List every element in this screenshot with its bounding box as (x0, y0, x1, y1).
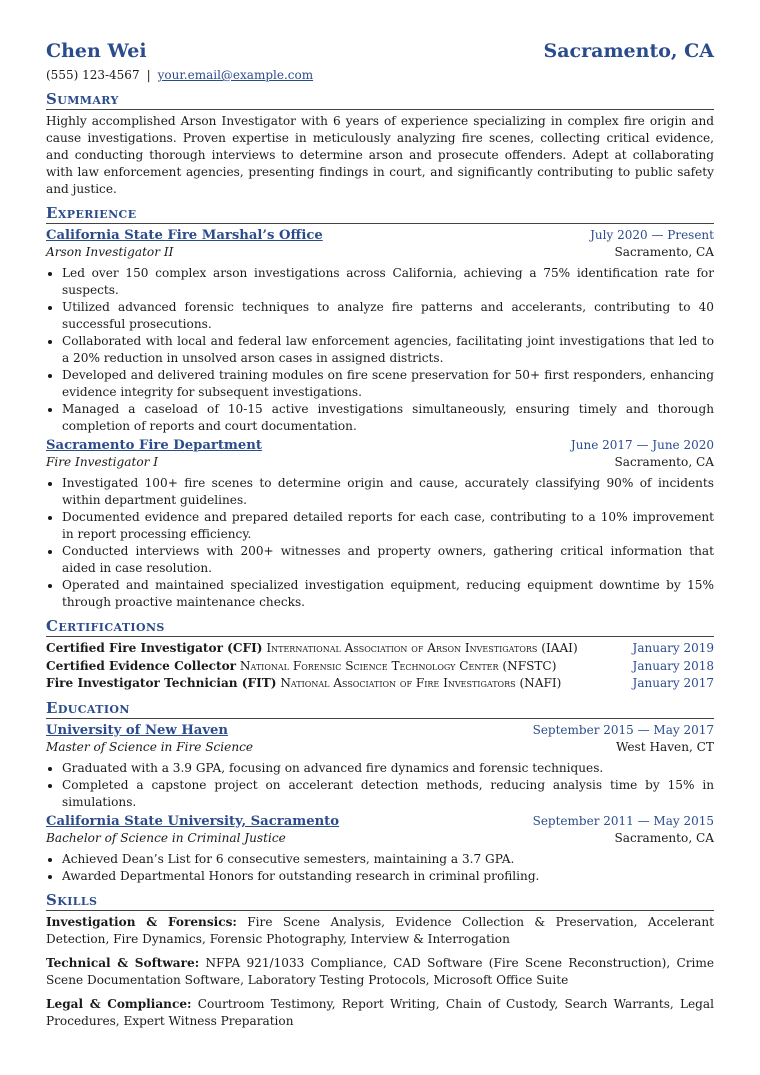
candidate-name: Chen Wei (46, 40, 147, 62)
employer-name[interactable]: Sacramento Fire Department (46, 438, 262, 453)
list-item: • Led over 150 complex arson investigations across California, achieving a 75% identification rate for suspects. (62, 265, 714, 299)
list-item: • Graduated with a 3.9 GPA, focusing on advanced fire dynamics and forensic techniques. (62, 760, 714, 777)
experience-heading: Experience (46, 204, 714, 224)
job-title: Fire Investigator I (46, 455, 159, 469)
skill-category: Legal & Compliance: (46, 996, 192, 1011)
school-location: West Haven, CT (615, 739, 714, 754)
certification-issuer: National Association of Fire Investigators (NAFI) (280, 676, 562, 690)
certification-list (46, 640, 714, 693)
certification-name: Fire Investigator Technician (FIT) (46, 676, 277, 690)
degree-title: Bachelor of Science in Criminal Justice (46, 830, 286, 845)
certification-date: January 2019 (632, 641, 714, 655)
skill-category: Investigation & Forensics: (46, 914, 237, 929)
phone-number: (555) 123-4567 (46, 68, 140, 82)
summary-heading: Summary (46, 90, 714, 110)
certification-item (46, 675, 714, 693)
resume-header (46, 38, 714, 64)
school-location: Sacramento, CA (614, 830, 714, 845)
list-item: • Awarded Departmental Honors for outstanding research in criminal profiling. (62, 868, 714, 885)
summary-text: Highly accomplished Arson Investigator with 6 years of experience specializing in complex fire origin and cause investigations. Proven expertise in meticulously analyzing fire scenes, collecting critical evidence, and conducting thorough interviews to determine arson and prosecute offenders. Adept at collaborating with law enforcement agencies, presenting findings in court, and significantly contributing to public safety and justice. (46, 114, 714, 196)
list-item: • Managed a caseload of 10-15 active investigations simultaneously, ensuring timely and thorough completion of reports and court documentation. (62, 401, 714, 435)
candidate-location: Sacramento, CA (543, 40, 714, 62)
list-item: • Developed and delivered training modules on fire scene preservation for 50+ first responders, enhancing evidence integrity for subsequent investigations. (62, 367, 714, 401)
employment-dates: July 2020 — Present (590, 228, 714, 242)
skill-values: Fire Scene Analysis, Evidence Collection & Preservation, Accelerant Detection, Fire Dynamics, Forensic Photography, Interview & Interrogation (46, 914, 714, 946)
list-item: • Investigated 100+ fire scenes to determine origin and cause, accurately classifying 90% of incidents within department guidelines. (62, 475, 714, 509)
certification-name: Certified Evidence Collector (46, 658, 237, 673)
certification-date: January 2018 (632, 658, 714, 673)
experience-entry (46, 437, 714, 611)
certifications-heading: Certifications (46, 617, 714, 637)
skill-group (46, 996, 714, 1030)
school-name[interactable]: University of New Haven (46, 722, 228, 738)
education-heading: Education (46, 699, 714, 719)
resume-page (46, 38, 714, 1037)
responsibility-list (46, 265, 714, 435)
skill-values: NFPA 921/1033 Compliance, CAD Software (Fire Scene Reconstruction), Crime Scene Documentation Software, Laboratory Testing Protocols, Microsoft Office Suite (46, 955, 714, 987)
list-item: • Collaborated with local and federal law enforcement agencies, facilitating joint investigations that led to a 20% reduction in unsolved arson cases in assigned districts. (62, 333, 714, 367)
experience-entry (46, 227, 714, 435)
contact-separator: | (146, 68, 151, 82)
skill-group (46, 914, 714, 948)
email-link[interactable]: your.email@example.com (157, 68, 314, 82)
list-item: • Operated and maintained specialized investigation equipment, reducing equipment downtime by 15% through proactive maintenance checks. (62, 577, 714, 611)
job-location: Sacramento, CA (614, 245, 714, 259)
certification-date: January 2017 (632, 676, 714, 690)
list-item: • Completed a capstone project on accelerant detection methods, reducing analysis time by 15% in simulations. (62, 777, 714, 811)
education-dates: September 2015 — May 2017 (532, 722, 714, 737)
certification-issuer: National Forensic Science Technology Center (NFSTC) (239, 658, 557, 673)
achievement-list (46, 760, 714, 811)
list-item: • Conducted interviews with 200+ witnesses and property owners, gathering critical information that aided in case resolution. (62, 543, 714, 577)
list-item: • Achieved Dean’s List for 6 consecutive semesters, maintaining a 3.7 GPA. (62, 851, 714, 868)
employer-name[interactable]: California State Fire Marshal’s Office (46, 228, 323, 243)
employment-dates: June 2017 — June 2020 (570, 438, 714, 452)
certification-issuer: International Association of Arson Investigators (IAAI) (266, 641, 578, 655)
achievement-list (46, 851, 714, 885)
education-entry (46, 722, 714, 811)
skill-group (46, 955, 714, 989)
skill-values: Courtroom Testimony, Report Writing, Chain of Custody, Search Warrants, Legal Procedures, Expert Witness Preparation (46, 996, 714, 1028)
certification-item (46, 640, 714, 658)
skills-heading: Skills (46, 891, 714, 911)
school-name[interactable]: California State University, Sacramento (46, 813, 340, 829)
list-item: • Utilized advanced forensic techniques to analyze fire patterns and accelerants, contributing to 40 successful prosecutions. (62, 299, 714, 333)
skills-list (46, 914, 714, 1030)
responsibility-list (46, 475, 714, 611)
skill-category: Technical & Software: (46, 955, 200, 970)
job-location: Sacramento, CA (614, 455, 714, 469)
education-dates: September 2011 — May 2015 (532, 813, 714, 828)
degree-title: Master of Science in Fire Science (46, 739, 254, 754)
job-title: Arson Investigator II (46, 245, 174, 259)
education-entry (46, 813, 714, 885)
certification-item (46, 658, 714, 676)
certification-name: Certified Fire Investigator (CFI) (46, 641, 263, 655)
contact-line (46, 67, 714, 84)
list-item: • Documented evidence and prepared detailed reports for each case, contributing to a 10% improvement in report processing efficiency. (62, 509, 714, 543)
